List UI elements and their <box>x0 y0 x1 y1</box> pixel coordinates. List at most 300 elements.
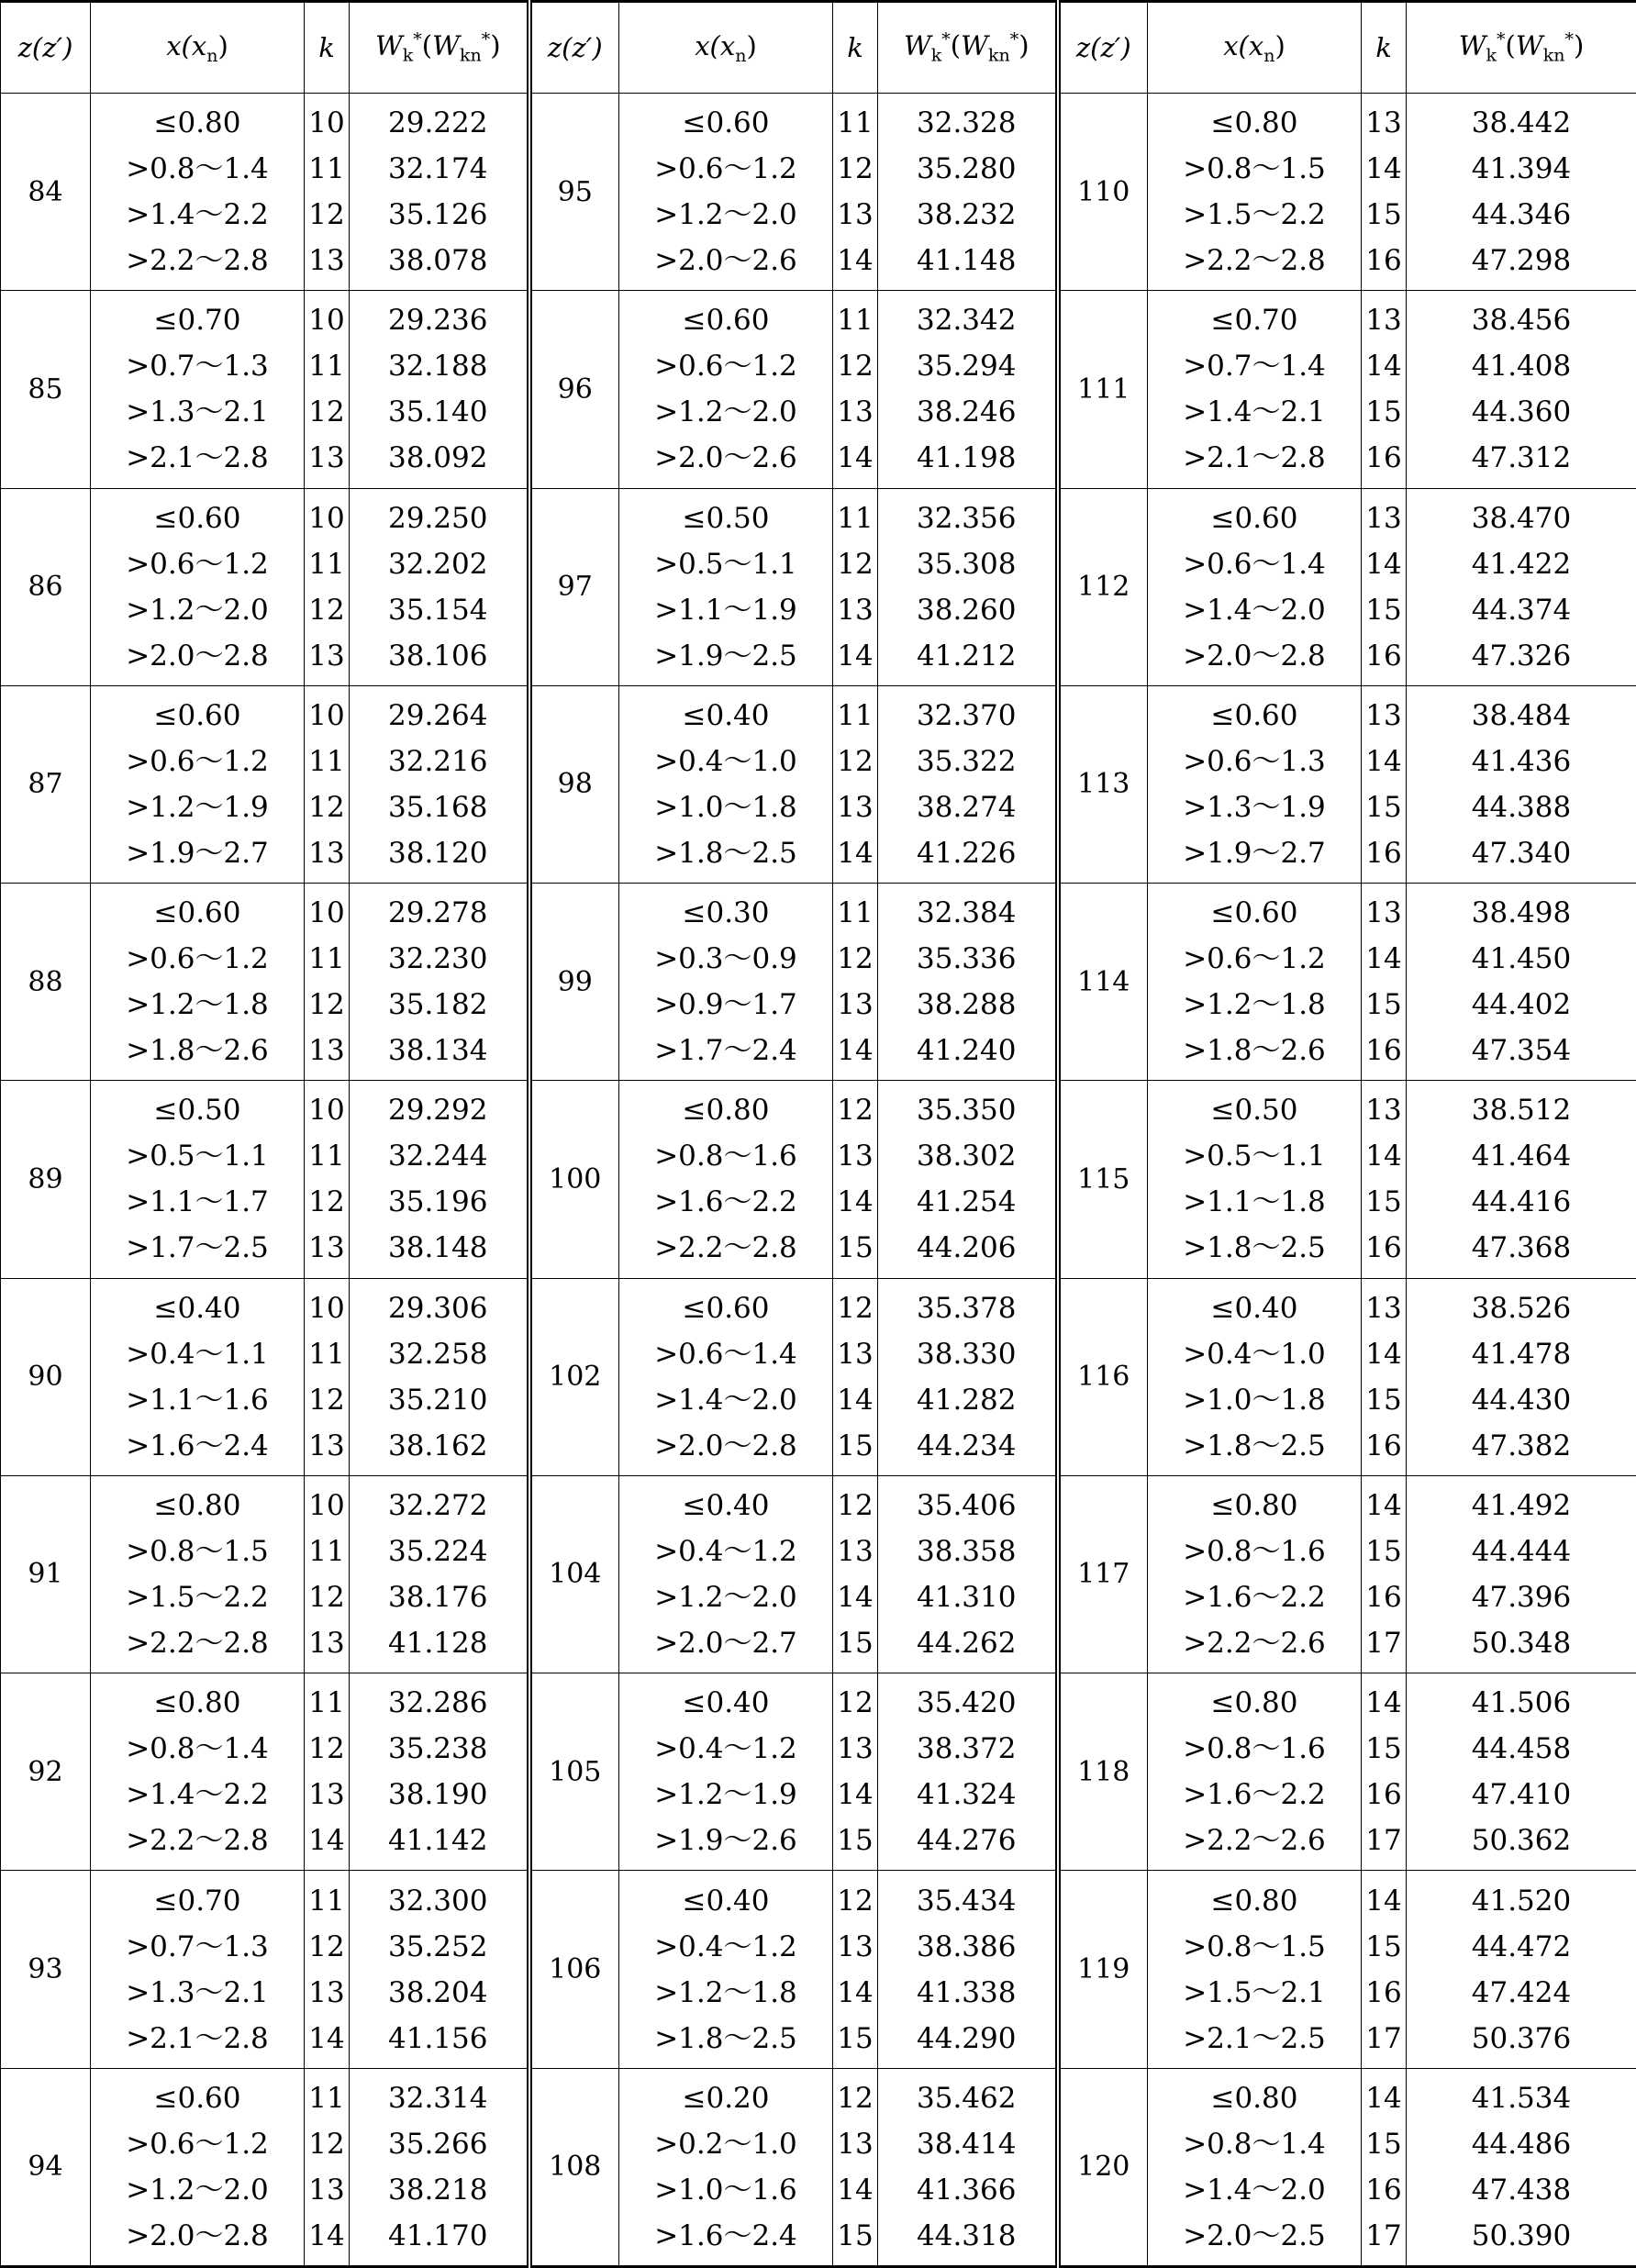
cell-w-value: 38.232 <box>917 198 1017 232</box>
cell-k-value: 10 <box>308 1488 345 1522</box>
cell-w <box>1407 2068 1636 2266</box>
cell-w-value: 44.458 <box>1471 1732 1572 1766</box>
cell-k-value: 14 <box>837 1034 874 1068</box>
cell-k-value: 10 <box>308 304 345 338</box>
cell-x <box>619 488 833 685</box>
cell-k <box>1362 1081 1407 1278</box>
table-row <box>1 1871 1636 2068</box>
cell-k-value: 13 <box>308 1231 345 1265</box>
cell-x-value: >2.1～2.8 <box>126 441 269 475</box>
cell-k <box>305 291 350 488</box>
cell-k-value: 14 <box>308 2021 345 2055</box>
cell-w-value: 35.140 <box>388 395 488 429</box>
cell-z: 91 <box>1 1475 91 1673</box>
table-row <box>1 884 1636 1081</box>
cell-w-value: 41.142 <box>388 1824 488 1858</box>
cell-w-value: 41.408 <box>1471 350 1572 384</box>
cell-k-value: 13 <box>1365 896 1402 930</box>
cell-w-value: 44.388 <box>1471 790 1572 824</box>
cell-w-value: 44.374 <box>1471 593 1572 627</box>
cell-k-value: 14 <box>1365 1140 1402 1173</box>
cell-x-value: >1.8～2.6 <box>126 1034 269 1068</box>
cell-w-value: 38.512 <box>1471 1094 1572 1128</box>
cell-k-value: 15 <box>1365 988 1402 1022</box>
cell-w-value: 35.126 <box>388 198 488 232</box>
cell-k-value: 13 <box>308 1429 345 1462</box>
cell-x <box>619 1475 833 1673</box>
cell-x <box>1148 884 1362 1081</box>
cell-x-value: >0.4～1.2 <box>654 1534 797 1568</box>
cell-x-value: ≤0.50 <box>1210 1094 1298 1128</box>
cell-w-value: 44.444 <box>1471 1534 1572 1568</box>
cell-z: 119 <box>1058 1871 1148 2068</box>
cell-x-value: >0.6～1.2 <box>126 547 269 581</box>
cell-x <box>619 1278 833 1475</box>
cell-x-value: >1.4～2.2 <box>126 1778 269 1812</box>
cell-w-value: 47.298 <box>1471 244 1572 278</box>
cell-k-value: 13 <box>837 395 874 429</box>
cell-z: 105 <box>529 1673 619 1871</box>
cell-k <box>1362 1278 1407 1475</box>
cell-k <box>305 488 350 685</box>
cell-x-value: >1.7～2.5 <box>126 1231 269 1265</box>
cell-k-value: 17 <box>1365 2021 1402 2055</box>
cell-w-value: 38.176 <box>388 1580 488 1614</box>
cell-z: 85 <box>1 291 91 488</box>
cell-w-value: 35.308 <box>917 547 1017 581</box>
cell-w <box>878 1278 1058 1475</box>
cell-w-value: 44.290 <box>917 2021 1017 2055</box>
cell-x-value: >1.4～2.0 <box>1183 593 1326 627</box>
cell-w-value: 47.368 <box>1471 1231 1572 1265</box>
cell-k-value: 15 <box>837 1824 874 1858</box>
cell-w-value: 35.252 <box>388 1929 488 1963</box>
cell-x <box>1148 2068 1362 2266</box>
header-w: $W_k^*(W_{kn}^*)$ <box>1407 2 1636 94</box>
cell-x-value: >1.9～2.7 <box>126 836 269 870</box>
cell-z: 116 <box>1058 1278 1148 1475</box>
cell-x <box>619 685 833 883</box>
cell-k <box>305 1475 350 1673</box>
cell-x-value: >1.9～2.7 <box>1183 836 1326 870</box>
cell-k <box>1362 884 1407 1081</box>
cell-z: 120 <box>1058 2068 1148 2266</box>
cell-z: 113 <box>1058 685 1148 883</box>
table-row <box>1 1475 1636 1673</box>
cell-w-value: 41.520 <box>1471 1884 1572 1918</box>
cell-x-value: ≤0.80 <box>153 1686 241 1720</box>
cell-x-value: >0.4～1.0 <box>1183 1337 1326 1371</box>
cell-k-value: 16 <box>1365 441 1402 475</box>
cell-w <box>878 488 1058 685</box>
cell-x-value: >0.5～1.1 <box>654 547 797 581</box>
cell-x-value: >0.8～1.5 <box>1183 1929 1326 1963</box>
cell-k-value: 10 <box>308 106 345 140</box>
cell-x-value: >1.8～2.5 <box>654 2021 797 2055</box>
cell-z: 84 <box>1 94 91 291</box>
cell-x-value: >1.2～2.0 <box>126 2173 269 2207</box>
cell-x-value: ≤0.70 <box>153 304 241 338</box>
cell-k-value: 12 <box>837 1884 874 1918</box>
cell-w-value: 47.312 <box>1471 441 1572 475</box>
cell-k-value: 15 <box>1365 1732 1402 1766</box>
cell-k-value: 14 <box>837 2173 874 2207</box>
cell-w-value: 38.288 <box>917 988 1017 1022</box>
cell-x <box>91 1278 305 1475</box>
cell-k <box>1362 1475 1407 1673</box>
cell-x-value: >1.4～2.2 <box>126 198 269 232</box>
cell-x-value: >2.1～2.8 <box>126 2021 269 2055</box>
cell-x-value: ≤0.60 <box>153 2081 241 2115</box>
cell-x-value: >1.2～1.8 <box>654 1975 797 2009</box>
cell-w <box>878 1871 1058 2068</box>
cell-w-value: 35.294 <box>917 350 1017 384</box>
cell-w-value: 29.222 <box>388 106 488 140</box>
cell-w-value: 44.234 <box>917 1429 1017 1462</box>
cell-k-value: 15 <box>1365 395 1402 429</box>
cell-w-value: 32.300 <box>388 1884 488 1918</box>
cell-w-value: 47.326 <box>1471 639 1572 673</box>
cell-w-value: 32.314 <box>388 2081 488 2115</box>
cell-w-value: 38.330 <box>917 1337 1017 1371</box>
cell-x <box>1148 94 1362 291</box>
cell-x-value: >1.0～1.6 <box>654 2173 797 2207</box>
cell-w <box>350 1871 529 2068</box>
cell-z: 114 <box>1058 884 1148 1081</box>
cell-w-value: 32.244 <box>388 1140 488 1173</box>
cell-w-value: 35.280 <box>917 152 1017 186</box>
cell-k-value: 17 <box>1365 1824 1402 1858</box>
cell-w <box>350 2068 529 2266</box>
cell-k <box>305 94 350 291</box>
cell-x-value: ≤0.80 <box>1210 1884 1298 1918</box>
cell-k-value: 11 <box>308 942 345 976</box>
cell-x-value: ≤0.80 <box>1210 2081 1298 2115</box>
cell-x-value: >2.2～2.8 <box>126 1626 269 1660</box>
cell-k-value: 12 <box>308 593 345 627</box>
cell-k-value: 12 <box>308 1383 345 1417</box>
cell-x <box>1148 1673 1362 1871</box>
cell-w-value: 47.410 <box>1471 1778 1572 1812</box>
cell-k-value: 13 <box>837 593 874 627</box>
cell-x-value: >0.8～1.4 <box>126 152 269 186</box>
cell-k <box>305 1673 350 1871</box>
cell-w-value: 41.324 <box>917 1778 1017 1812</box>
cell-x-value: >1.2～2.0 <box>654 198 797 232</box>
cell-x-value: >0.6～1.3 <box>1183 744 1326 778</box>
cell-w-value: 38.484 <box>1471 698 1572 732</box>
cell-w <box>878 685 1058 883</box>
cell-w-value: 38.386 <box>917 1929 1017 1963</box>
cell-z: 88 <box>1 884 91 1081</box>
cell-w-value: 47.340 <box>1471 836 1572 870</box>
cell-k <box>1362 1871 1407 2068</box>
cell-k-value: 16 <box>1365 1580 1402 1614</box>
cell-w-value: 35.168 <box>388 790 488 824</box>
cell-k-value: 11 <box>837 698 874 732</box>
cell-z: 92 <box>1 1673 91 1871</box>
cell-x-value: >1.5～2.2 <box>126 1580 269 1614</box>
cell-w-value: 35.210 <box>388 1383 488 1417</box>
cell-x-value: >0.7～1.4 <box>1183 350 1326 384</box>
cell-w-value: 38.414 <box>917 2127 1017 2161</box>
cell-w-value: 41.128 <box>388 1626 488 1660</box>
cell-w-value: 44.486 <box>1471 2127 1572 2161</box>
cell-x-value: ≤0.80 <box>1210 1488 1298 1522</box>
cell-k-value: 11 <box>308 1686 345 1720</box>
cell-w-value: 35.350 <box>917 1094 1017 1128</box>
cell-w <box>878 94 1058 291</box>
cell-w <box>878 291 1058 488</box>
cell-k-value: 12 <box>308 988 345 1022</box>
header-z: z(z′) <box>1 2 91 94</box>
cell-x-value: ≤0.50 <box>153 1094 241 1128</box>
cell-w <box>878 1081 1058 1278</box>
cell-x-value: ≤0.60 <box>1210 896 1298 930</box>
cell-z: 112 <box>1058 488 1148 685</box>
header-w: $W_k^*(W_{kn}^*)$ <box>878 2 1058 94</box>
cell-z: 87 <box>1 685 91 883</box>
cell-w-value: 41.366 <box>917 2173 1017 2207</box>
cell-x-value: >1.8～2.5 <box>654 836 797 870</box>
cell-w-value: 41.282 <box>917 1383 1017 1417</box>
cell-k <box>833 488 878 685</box>
cell-x-value: >1.3～2.1 <box>126 395 269 429</box>
cell-x-value: >1.1～1.9 <box>654 593 797 627</box>
table-row <box>1 1081 1636 1278</box>
cell-k <box>833 1475 878 1673</box>
cell-w-value: 29.278 <box>388 896 488 930</box>
cell-x-value: >2.2～2.6 <box>1183 1824 1326 1858</box>
cell-w-value: 38.358 <box>917 1534 1017 1568</box>
cell-x <box>1148 685 1362 883</box>
cell-k-value: 14 <box>1365 547 1402 581</box>
cell-w-value: 50.362 <box>1471 1824 1572 1858</box>
cell-x <box>1148 1475 1362 1673</box>
cell-x <box>1148 488 1362 685</box>
cell-w <box>1407 291 1636 488</box>
cell-x-value: >0.4～1.0 <box>654 744 797 778</box>
cell-x-value: >0.8～1.6 <box>1183 1534 1326 1568</box>
cell-k-value: 15 <box>837 2218 874 2252</box>
cell-k-value: 13 <box>1365 698 1402 732</box>
cell-k-value: 14 <box>1365 2081 1402 2115</box>
cell-x-value: ≤0.20 <box>682 2081 770 2115</box>
cell-x-value: >0.9～1.7 <box>654 988 797 1022</box>
cell-w <box>350 1475 529 1673</box>
cell-x-value: >0.6～1.2 <box>654 152 797 186</box>
cell-x-value: >1.3～2.1 <box>126 1975 269 2009</box>
cell-k-value: 10 <box>308 896 345 930</box>
cell-w-value: 38.470 <box>1471 501 1572 535</box>
cell-k-value: 16 <box>1365 244 1402 278</box>
cell-x <box>619 2068 833 2266</box>
cell-x-value: ≤0.40 <box>1210 1291 1298 1325</box>
cell-k <box>1362 1673 1407 1871</box>
cell-k-value: 12 <box>837 1094 874 1128</box>
cell-x-value: ≤0.60 <box>682 1291 770 1325</box>
cell-k-value: 11 <box>308 2081 345 2115</box>
cell-k <box>305 884 350 1081</box>
cell-k-value: 13 <box>1365 1094 1402 1128</box>
cell-x-value: >2.2～2.8 <box>654 1231 797 1265</box>
cell-k-value: 12 <box>308 790 345 824</box>
cell-k-value: 13 <box>308 1778 345 1812</box>
cell-w-value: 41.148 <box>917 244 1017 278</box>
cell-w <box>350 291 529 488</box>
cell-z: 93 <box>1 1871 91 2068</box>
cell-x-value: ≤0.60 <box>153 698 241 732</box>
cell-w-value: 38.498 <box>1471 896 1572 930</box>
cell-k-value: 14 <box>837 244 874 278</box>
cell-w-value: 41.394 <box>1471 152 1572 186</box>
cell-x-value: ≤0.60 <box>1210 698 1298 732</box>
cell-w <box>350 884 529 1081</box>
cell-k-value: 12 <box>308 1185 345 1219</box>
cell-w-value: 29.236 <box>388 304 488 338</box>
cell-k-value: 12 <box>837 942 874 976</box>
cell-x-value: >0.8～1.4 <box>126 1732 269 1766</box>
cell-x-value: >0.8～1.4 <box>1183 2127 1326 2161</box>
cell-k-value: 13 <box>837 1929 874 1963</box>
cell-x-value: >1.6～2.4 <box>126 1429 269 1462</box>
cell-w-value: 35.266 <box>388 2127 488 2161</box>
cell-w-value: 44.206 <box>917 1231 1017 1265</box>
cell-k-value: 12 <box>837 2081 874 2115</box>
cell-w-value: 41.450 <box>1471 942 1572 976</box>
cell-w <box>1407 488 1636 685</box>
cell-k-value: 13 <box>1365 106 1402 140</box>
cell-k-value: 11 <box>837 896 874 930</box>
cell-w <box>1407 1673 1636 1871</box>
cell-x-value: >1.0～1.8 <box>654 790 797 824</box>
cell-w-value: 41.506 <box>1471 1686 1572 1720</box>
cell-x <box>619 291 833 488</box>
cell-x-value: >0.4～1.2 <box>654 1929 797 1963</box>
cell-k-value: 14 <box>1365 1337 1402 1371</box>
header-x: $x(x_n)$ <box>91 2 305 94</box>
cell-x-value: >0.5～1.1 <box>126 1140 269 1173</box>
cell-w-value: 38.302 <box>917 1140 1017 1173</box>
cell-x-value: ≤0.40 <box>682 1686 770 1720</box>
cell-k-value: 14 <box>308 1824 345 1858</box>
cell-x-value: >1.3～1.9 <box>1183 790 1326 824</box>
cell-w-value: 38.078 <box>388 244 488 278</box>
cell-w <box>878 2068 1058 2266</box>
cell-k-value: 13 <box>837 1534 874 1568</box>
cell-w-value: 35.434 <box>917 1884 1017 1918</box>
cell-x-value: >0.6～1.4 <box>654 1337 797 1371</box>
cell-w-value: 32.286 <box>388 1686 488 1720</box>
cell-k <box>1362 291 1407 488</box>
cell-x-value: ≤0.30 <box>682 896 770 930</box>
cell-k-value: 15 <box>1365 198 1402 232</box>
cell-k-value: 17 <box>1365 1626 1402 1660</box>
cell-z: 104 <box>529 1475 619 1673</box>
cell-w-value: 29.250 <box>388 501 488 535</box>
cell-x-value: >0.7～1.3 <box>126 1929 269 1963</box>
cell-x-value: ≤0.80 <box>153 106 241 140</box>
cell-w <box>1407 1278 1636 1475</box>
cell-w-value: 35.238 <box>388 1732 488 1766</box>
cell-k-value: 13 <box>837 988 874 1022</box>
cell-x-value: >2.1～2.8 <box>1183 441 1326 475</box>
cell-w-value: 41.338 <box>917 1975 1017 2009</box>
cell-k <box>833 685 878 883</box>
cell-x-value: >1.1～1.8 <box>1183 1185 1326 1219</box>
cell-k <box>305 2068 350 2266</box>
cell-w-value: 41.464 <box>1471 1140 1572 1173</box>
cell-w-value: 44.416 <box>1471 1185 1572 1219</box>
cell-z: 111 <box>1058 291 1148 488</box>
cell-z: 106 <box>529 1871 619 2068</box>
cell-w-value: 32.272 <box>388 1488 488 1522</box>
cell-k-value: 12 <box>837 1488 874 1522</box>
cell-k-value: 14 <box>837 1580 874 1614</box>
cell-x-value: >0.2～1.0 <box>654 2127 797 2161</box>
cell-w-value: 32.342 <box>917 304 1017 338</box>
cell-w-value: 44.262 <box>917 1626 1017 1660</box>
cell-k-value: 16 <box>1365 2173 1402 2207</box>
header-k: k <box>1362 2 1407 94</box>
cell-k-value: 14 <box>1365 152 1402 186</box>
cell-w-value: 29.264 <box>388 698 488 732</box>
cell-w-value: 38.260 <box>917 593 1017 627</box>
cell-x-value: ≤0.60 <box>153 896 241 930</box>
cell-k <box>833 2068 878 2266</box>
cell-k-value: 13 <box>1365 1291 1402 1325</box>
cell-w-value: 47.354 <box>1471 1034 1572 1068</box>
cell-x <box>619 1081 833 1278</box>
table-body <box>1 94 1636 2267</box>
cell-x-value: ≤0.70 <box>1210 304 1298 338</box>
cell-x <box>619 1871 833 2068</box>
cell-k-value: 14 <box>837 1778 874 1812</box>
cell-k-value: 11 <box>308 152 345 186</box>
cell-k-value: 10 <box>308 698 345 732</box>
cell-x-value: >1.6～2.2 <box>1183 1778 1326 1812</box>
cell-w-value: 44.430 <box>1471 1383 1572 1417</box>
cell-k-value: 15 <box>1365 2127 1402 2161</box>
cell-w-value: 32.202 <box>388 547 488 581</box>
cell-k <box>833 1673 878 1871</box>
cell-k-value: 13 <box>308 441 345 475</box>
cell-k-value: 13 <box>1365 501 1402 535</box>
cell-k-value: 12 <box>308 1580 345 1614</box>
cell-k-value: 12 <box>837 1291 874 1325</box>
cell-x-value: >2.1～2.5 <box>1183 2021 1326 2055</box>
cell-w-value: 47.438 <box>1471 2173 1572 2207</box>
header-x: $x(x_n)$ <box>619 2 833 94</box>
cell-k-value: 15 <box>1365 790 1402 824</box>
header-w: $W_k^*(W_{kn}^*)$ <box>350 2 529 94</box>
cell-x <box>91 1475 305 1673</box>
cell-w <box>1407 1081 1636 1278</box>
cell-x-value: >1.2～1.9 <box>126 790 269 824</box>
cell-k <box>1362 2068 1407 2266</box>
cell-k-value: 14 <box>1365 744 1402 778</box>
cell-x-value: >0.4～1.2 <box>654 1732 797 1766</box>
cell-w-value: 35.336 <box>917 942 1017 976</box>
cell-k-value: 14 <box>1365 1686 1402 1720</box>
cell-k-value: 15 <box>1365 593 1402 627</box>
cell-k-value: 14 <box>1365 1488 1402 1522</box>
cell-w-value: 35.462 <box>917 2081 1017 2115</box>
cell-w-value: 38.148 <box>388 1231 488 1265</box>
cell-k-value: 11 <box>837 501 874 535</box>
header-z: z(z′) <box>529 2 619 94</box>
cell-x-value: >2.0～2.7 <box>654 1626 797 1660</box>
